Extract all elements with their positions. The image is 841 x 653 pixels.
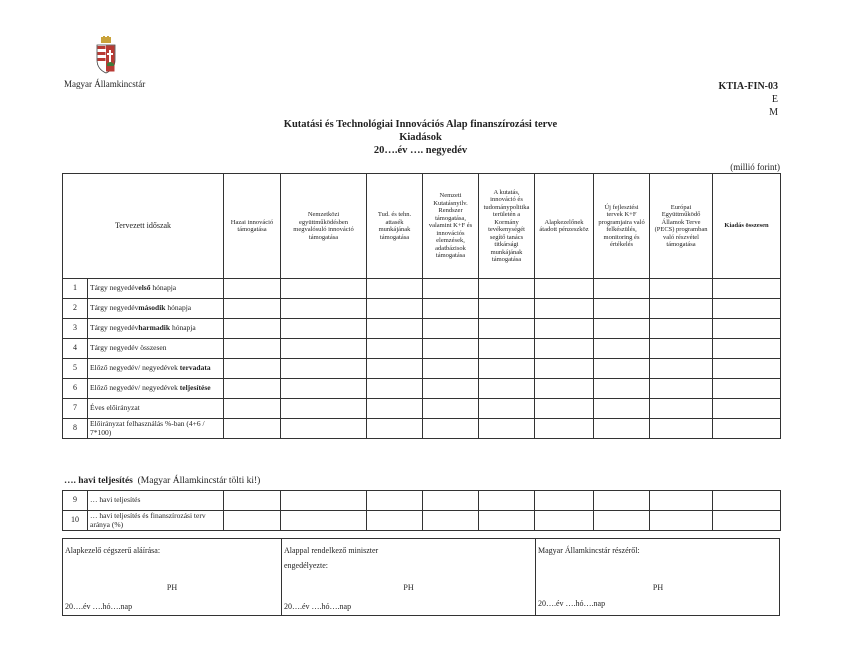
value-cell[interactable] bbox=[423, 359, 479, 379]
value-cell[interactable] bbox=[423, 511, 479, 531]
value-cell[interactable] bbox=[281, 359, 367, 379]
title-line-3: 20….év …. negyedév bbox=[373, 145, 468, 156]
value-cell[interactable] bbox=[713, 299, 781, 319]
column-header: Nemzetközi együttműködésben megvalósuló innováció támogatása bbox=[281, 174, 367, 279]
value-cell[interactable] bbox=[479, 491, 535, 511]
row-number: 2 bbox=[63, 299, 88, 319]
date-placeholder: 20….év ….hó….nap bbox=[284, 602, 352, 611]
value-cell[interactable] bbox=[535, 399, 594, 419]
row-label-text: Előirányzat felhasználás %-ban (4+6 / 7*100) bbox=[90, 419, 205, 437]
value-cell[interactable] bbox=[479, 299, 535, 319]
value-cell[interactable] bbox=[479, 379, 535, 399]
value-cell[interactable] bbox=[535, 359, 594, 379]
value-cell[interactable] bbox=[650, 339, 713, 359]
unit-label: (millió forint) bbox=[730, 162, 780, 172]
value-cell[interactable] bbox=[367, 491, 423, 511]
value-cell[interactable] bbox=[224, 379, 281, 399]
value-cell[interactable] bbox=[367, 319, 423, 339]
value-cell[interactable] bbox=[423, 319, 479, 339]
row-label bbox=[88, 339, 224, 359]
form-code-line-m: M bbox=[769, 107, 778, 118]
value-cell[interactable] bbox=[367, 511, 423, 531]
form-code-line-e: E bbox=[771, 94, 778, 105]
signature-block-minister bbox=[282, 539, 536, 615]
issuer-name: Magyar Államkincstár bbox=[64, 79, 146, 89]
value-cell[interactable] bbox=[713, 511, 781, 531]
value-cell[interactable] bbox=[479, 419, 535, 439]
signature-label-line2: engedélyezte: bbox=[284, 561, 328, 570]
row-label-suffix: hónapja bbox=[150, 283, 177, 293]
column-header: A kutatás, innováció és tudománypolitika területén a Kormány tevékenységét segítő tanács titkársági munkájának támogatása bbox=[479, 174, 535, 279]
value-cell[interactable] bbox=[367, 299, 423, 319]
document-title bbox=[0, 118, 841, 157]
table-row bbox=[63, 339, 781, 359]
value-cell[interactable] bbox=[535, 279, 594, 299]
signature-label-line1: Alappal rendelkező miniszter bbox=[284, 546, 379, 555]
value-cell[interactable] bbox=[479, 279, 535, 299]
row-label-text: Előző negyedév/ negyedévek bbox=[90, 363, 180, 373]
row-label-emphasis: harmadik bbox=[138, 323, 171, 333]
value-cell[interactable] bbox=[224, 491, 281, 511]
row-number: 7 bbox=[63, 399, 88, 419]
row-label bbox=[88, 379, 224, 399]
value-cell[interactable] bbox=[367, 419, 423, 439]
period-header: Tervezett időszak bbox=[63, 174, 224, 279]
section-title-text: …. havi teljesítés bbox=[64, 476, 133, 486]
row-label-suffix: hónapja bbox=[170, 323, 196, 333]
value-cell[interactable] bbox=[594, 419, 650, 439]
value-cell[interactable] bbox=[713, 339, 781, 359]
value-cell[interactable] bbox=[594, 299, 650, 319]
value-cell[interactable] bbox=[479, 319, 535, 339]
table-row bbox=[63, 511, 781, 531]
column-header: Hazai innováció támogatása bbox=[224, 174, 281, 279]
value-cell[interactable] bbox=[594, 359, 650, 379]
value-cell[interactable] bbox=[650, 511, 713, 531]
value-cell[interactable] bbox=[224, 339, 281, 359]
value-cell[interactable] bbox=[367, 379, 423, 399]
row-number: 5 bbox=[63, 359, 88, 379]
value-cell[interactable] bbox=[224, 319, 281, 339]
value-cell[interactable] bbox=[281, 279, 367, 299]
value-cell[interactable] bbox=[281, 299, 367, 319]
column-header-total: Kiadás összesen bbox=[713, 174, 781, 279]
value-cell[interactable] bbox=[594, 491, 650, 511]
value-cell[interactable] bbox=[594, 379, 650, 399]
row-number: 8 bbox=[63, 419, 88, 439]
signature-label: Magyar Államkincstár részéről: bbox=[538, 546, 640, 555]
row-number: 9 bbox=[63, 491, 88, 511]
table-header-row bbox=[63, 174, 781, 279]
row-label bbox=[88, 419, 224, 439]
row-label-text: Tárgy negyedév bbox=[90, 303, 139, 313]
value-cell[interactable] bbox=[713, 359, 781, 379]
value-cell[interactable] bbox=[713, 491, 781, 511]
row-label-text: Tárgy negyedév bbox=[90, 283, 139, 293]
value-cell[interactable] bbox=[713, 419, 781, 439]
value-cell[interactable] bbox=[281, 419, 367, 439]
value-cell[interactable] bbox=[479, 399, 535, 419]
table-row bbox=[63, 491, 781, 511]
row-label-text: Előző negyedév/ negyedévek bbox=[90, 383, 180, 393]
row-label-emphasis: első bbox=[138, 283, 151, 293]
value-cell[interactable] bbox=[479, 511, 535, 531]
section-note: (Magyar Államkincstár tölti ki!) bbox=[137, 476, 261, 486]
value-cell[interactable] bbox=[423, 339, 479, 359]
value-cell[interactable] bbox=[713, 319, 781, 339]
value-cell[interactable] bbox=[423, 279, 479, 299]
row-number: 6 bbox=[63, 379, 88, 399]
value-cell[interactable] bbox=[423, 299, 479, 319]
row-label bbox=[88, 359, 224, 379]
signature-label bbox=[284, 543, 378, 573]
row-label-suffix: hónapja bbox=[165, 303, 192, 313]
value-cell[interactable] bbox=[535, 379, 594, 399]
value-cell[interactable] bbox=[594, 339, 650, 359]
value-cell[interactable] bbox=[224, 399, 281, 419]
value-cell[interactable] bbox=[650, 379, 713, 399]
value-cell[interactable] bbox=[650, 279, 713, 299]
stamp-placeholder: PH bbox=[166, 583, 178, 592]
value-cell[interactable] bbox=[224, 279, 281, 299]
table-row bbox=[63, 399, 781, 419]
value-cell[interactable] bbox=[224, 359, 281, 379]
value-cell[interactable] bbox=[367, 359, 423, 379]
value-cell[interactable] bbox=[650, 319, 713, 339]
value-cell[interactable] bbox=[281, 339, 367, 359]
row-label-emphasis: tervadata bbox=[179, 363, 211, 373]
value-cell[interactable] bbox=[281, 379, 367, 399]
value-cell[interactable] bbox=[650, 419, 713, 439]
value-cell[interactable] bbox=[650, 299, 713, 319]
value-cell[interactable] bbox=[713, 279, 781, 299]
value-cell[interactable] bbox=[281, 319, 367, 339]
row-label-emphasis: második bbox=[138, 303, 166, 313]
signature-label: Alapkezelő cégszerű aláírása: bbox=[65, 546, 161, 555]
row-label-emphasis: teljesítése bbox=[179, 383, 211, 393]
value-cell[interactable] bbox=[367, 279, 423, 299]
value-cell[interactable] bbox=[479, 359, 535, 379]
value-cell[interactable] bbox=[650, 491, 713, 511]
row-label bbox=[88, 279, 224, 299]
value-cell[interactable] bbox=[650, 359, 713, 379]
row-label-text: Tárgy negyedév összesen bbox=[90, 343, 167, 353]
row-label-text: Éves előirányzat bbox=[90, 403, 140, 413]
value-cell[interactable] bbox=[423, 419, 479, 439]
signature-block-manager bbox=[63, 539, 282, 615]
value-cell[interactable] bbox=[594, 511, 650, 531]
value-cell[interactable] bbox=[367, 399, 423, 419]
value-cell[interactable] bbox=[594, 399, 650, 419]
value-cell[interactable] bbox=[594, 319, 650, 339]
value-cell[interactable] bbox=[713, 399, 781, 419]
row-label-text: Tárgy negyedév bbox=[90, 323, 139, 333]
value-cell[interactable] bbox=[423, 491, 479, 511]
table-row bbox=[63, 379, 781, 399]
column-header: Tud. és tehn. attasék munkájának támogatása bbox=[367, 174, 423, 279]
value-cell[interactable] bbox=[224, 511, 281, 531]
table-row bbox=[63, 359, 781, 379]
monthly-section-title bbox=[64, 476, 260, 486]
table-row bbox=[63, 299, 781, 319]
value-cell[interactable] bbox=[281, 491, 367, 511]
value-cell[interactable] bbox=[281, 511, 367, 531]
row-number: 3 bbox=[63, 319, 88, 339]
title-line-2: Kiadások bbox=[399, 132, 442, 143]
row-label bbox=[88, 399, 224, 419]
stamp-placeholder: PH bbox=[403, 583, 414, 592]
value-cell[interactable] bbox=[281, 399, 367, 419]
title-line-1: Kutatási és Technológiai Innovációs Alap finanszírozási terve bbox=[283, 119, 558, 130]
row-label: … havi teljesítés és finanszírozási terv aránya (%) bbox=[88, 511, 224, 531]
value-cell[interactable] bbox=[367, 339, 423, 359]
value-cell[interactable] bbox=[535, 419, 594, 439]
value-cell[interactable] bbox=[479, 339, 535, 359]
value-cell[interactable] bbox=[713, 379, 781, 399]
table-row bbox=[63, 319, 781, 339]
table-row bbox=[63, 419, 781, 439]
row-label bbox=[88, 319, 224, 339]
row-number: 4 bbox=[63, 339, 88, 359]
column-header: Európai Együttműködő Államok Terve (PECS) programban való részvétel támogatása bbox=[650, 174, 713, 279]
column-header: Új fejlesztési tervek K+F programjaira való felkészülés, monitoring és értékelés bbox=[594, 174, 650, 279]
value-cell[interactable] bbox=[535, 511, 594, 531]
value-cell[interactable] bbox=[423, 379, 479, 399]
row-label: … havi teljesítés bbox=[88, 491, 224, 511]
value-cell[interactable] bbox=[224, 419, 281, 439]
stamp-placeholder: PH bbox=[652, 583, 664, 592]
column-header: Alapkezelőnek átadott pénzeszköz bbox=[535, 174, 594, 279]
value-cell[interactable] bbox=[423, 399, 479, 419]
table-row bbox=[63, 279, 781, 299]
date-placeholder: 20….év ….hó….nap bbox=[65, 602, 133, 611]
value-cell[interactable] bbox=[594, 279, 650, 299]
row-label bbox=[88, 299, 224, 319]
value-cell[interactable] bbox=[224, 299, 281, 319]
value-cell[interactable] bbox=[535, 319, 594, 339]
value-cell[interactable] bbox=[535, 299, 594, 319]
form-code-id: KTIA-FIN-03 bbox=[718, 81, 778, 92]
value-cell[interactable] bbox=[535, 491, 594, 511]
row-number: 10 bbox=[63, 511, 88, 531]
value-cell[interactable] bbox=[650, 399, 713, 419]
value-cell[interactable] bbox=[535, 339, 594, 359]
signature-block-treasury bbox=[536, 539, 780, 615]
expenditure-table bbox=[62, 173, 781, 439]
signature-area bbox=[62, 538, 780, 616]
row-number: 1 bbox=[63, 279, 88, 299]
column-header: Nemzeti Kutatásnyilv. Rendszer támogatása, valamint K+F és innovációs elemzések, adatbázisok támogatása bbox=[423, 174, 479, 279]
form-code bbox=[700, 80, 778, 119]
date-placeholder: 20….év ….hó….nap bbox=[538, 599, 606, 608]
coat-of-arms-icon bbox=[93, 36, 119, 74]
monthly-table bbox=[62, 490, 781, 531]
